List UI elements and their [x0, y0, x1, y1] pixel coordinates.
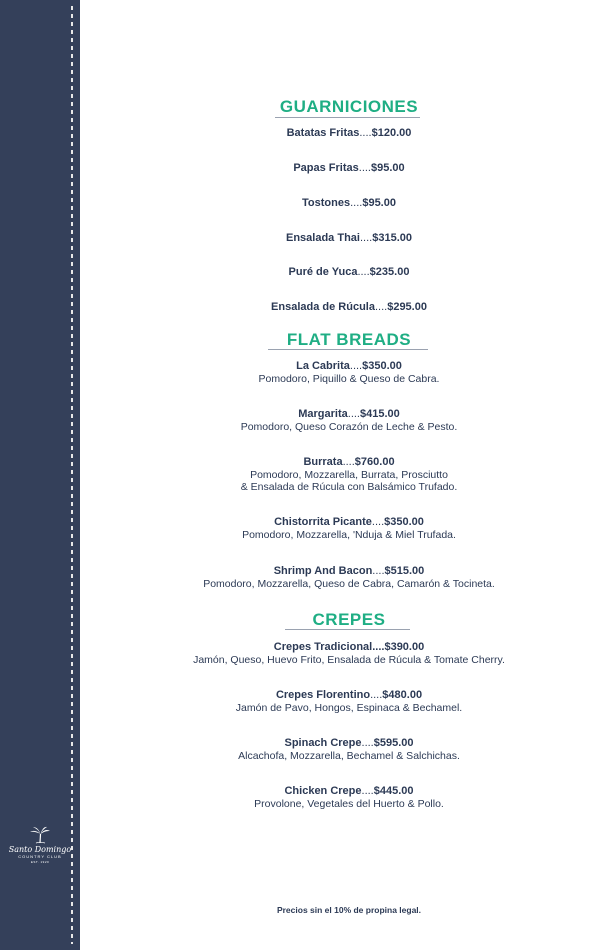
item-name: Puré de Yuca	[288, 266, 358, 278]
section-heading-flat-breads: FLAT BREADS	[286, 330, 412, 349]
item-separator: ....	[357, 266, 370, 278]
sidebar-dashed-border	[71, 6, 73, 944]
item-separator: ....	[359, 232, 373, 244]
menu-item	[100, 565, 598, 590]
item-price: $350.00	[362, 360, 402, 372]
item-description: Pomodoro, Mozzarella, 'Nduja & Miel Trufada.	[242, 529, 456, 541]
logo-script-text: Santo Domingo	[8, 845, 72, 854]
item-name: Tostones	[302, 197, 351, 209]
item-separator: ....	[374, 301, 388, 313]
item-description: Jamón de Pavo, Hongos, Espinaca & Bechamel.	[235, 702, 463, 714]
item-description: Jamón, Queso, Huevo Frito, Ensalada de Rúcula & Tomate Cherry.	[193, 654, 505, 666]
menu-item	[100, 737, 598, 762]
menu-item	[100, 162, 598, 175]
logo-established: EST. 1920	[30, 860, 50, 864]
heading-underline	[285, 629, 410, 630]
item-separator: ....	[347, 408, 360, 420]
item-name: Chistorrita Picante	[274, 516, 372, 528]
item-price: $415.00	[360, 408, 400, 420]
menu-content	[100, 0, 598, 950]
item-separator: ....	[342, 456, 355, 468]
menu-item	[100, 641, 598, 666]
menu-item	[100, 266, 598, 279]
item-separator: ....	[370, 689, 383, 701]
club-logo	[0, 826, 80, 864]
item-price: $95.00	[362, 197, 396, 209]
menu-item	[100, 689, 598, 714]
item-separator: ....	[359, 127, 372, 139]
item-separator: ....	[361, 737, 374, 749]
item-description: Pomodoro, Mozzarella, Burrata, Prosciutto	[250, 469, 448, 481]
item-price: $445.00	[373, 785, 414, 797]
item-name: La Cabrita	[296, 360, 350, 372]
palm-tree-icon	[29, 826, 51, 844]
item-name: Ensalada Thai	[286, 232, 360, 244]
footer-note: Precios sin el 10% de propina legal.	[276, 905, 422, 915]
item-description: Pomodoro, Piquillo & Queso de Cabra.	[258, 373, 440, 385]
menu-item	[100, 785, 598, 810]
item-name: Spinach Crepe	[284, 737, 362, 749]
item-price: $295.00	[387, 301, 427, 313]
section-heading-guarniciones: GUARNICIONES	[279, 97, 419, 116]
item-name: Ensalada de Rúcula	[271, 301, 375, 313]
item-price: $390.00	[384, 641, 425, 653]
menu-item	[100, 516, 598, 541]
logo-subtitle: COUNTRY CLUB	[18, 854, 62, 859]
section-heading-crepes: CREPES	[312, 610, 386, 629]
item-separator: ....	[358, 162, 371, 174]
item-price: $95.00	[371, 162, 405, 174]
item-description: Pomodoro, Queso Corazón de Leche & Pesto.	[240, 421, 458, 433]
item-description: Alcachofa, Mozzarella, Bechamel & Salchichas.	[238, 750, 460, 762]
item-name: Crepes Tradicional	[273, 641, 373, 653]
item-price: $515.00	[384, 565, 425, 577]
menu-item	[100, 197, 598, 210]
item-price: $595.00	[373, 737, 414, 749]
item-name: Margarita	[298, 408, 348, 420]
menu-item	[100, 360, 598, 385]
item-separator: ....	[372, 641, 385, 653]
item-description: & Ensalada de Rúcula con Balsámico Trufado.	[240, 481, 458, 493]
menu-item	[100, 456, 598, 493]
heading-underline	[275, 117, 420, 118]
menu-item	[100, 301, 598, 314]
item-name: Papas Fritas	[293, 162, 359, 174]
item-description: Pomodoro, Mozzarella, Queso de Cabra, Camarón & Tocineta.	[203, 578, 495, 590]
item-separator: ....	[350, 197, 363, 209]
item-name: Burrata	[303, 456, 343, 468]
item-price: $235.00	[369, 266, 410, 278]
item-price: $350.00	[384, 516, 424, 528]
item-description: Provolone, Vegetales del Huerto & Pollo.	[254, 798, 444, 810]
item-price: $760.00	[354, 456, 395, 468]
item-price: $315.00	[372, 232, 412, 244]
item-separator: ....	[371, 516, 385, 528]
item-separator: ....	[361, 785, 374, 797]
sidebar	[0, 0, 80, 950]
item-name: Shrimp And Bacon	[273, 565, 373, 577]
heading-underline	[268, 349, 428, 350]
item-separator: ....	[372, 565, 385, 577]
menu-item	[100, 232, 598, 245]
item-price: $480.00	[382, 689, 423, 701]
item-name: Batatas Fritas	[286, 127, 360, 139]
item-price: $120.00	[371, 127, 412, 139]
item-name: Crepes Florentino	[275, 689, 371, 701]
item-separator: ....	[349, 360, 363, 372]
menu-item	[100, 127, 598, 140]
menu-item	[100, 408, 598, 433]
item-name: Chicken Crepe	[284, 785, 362, 797]
